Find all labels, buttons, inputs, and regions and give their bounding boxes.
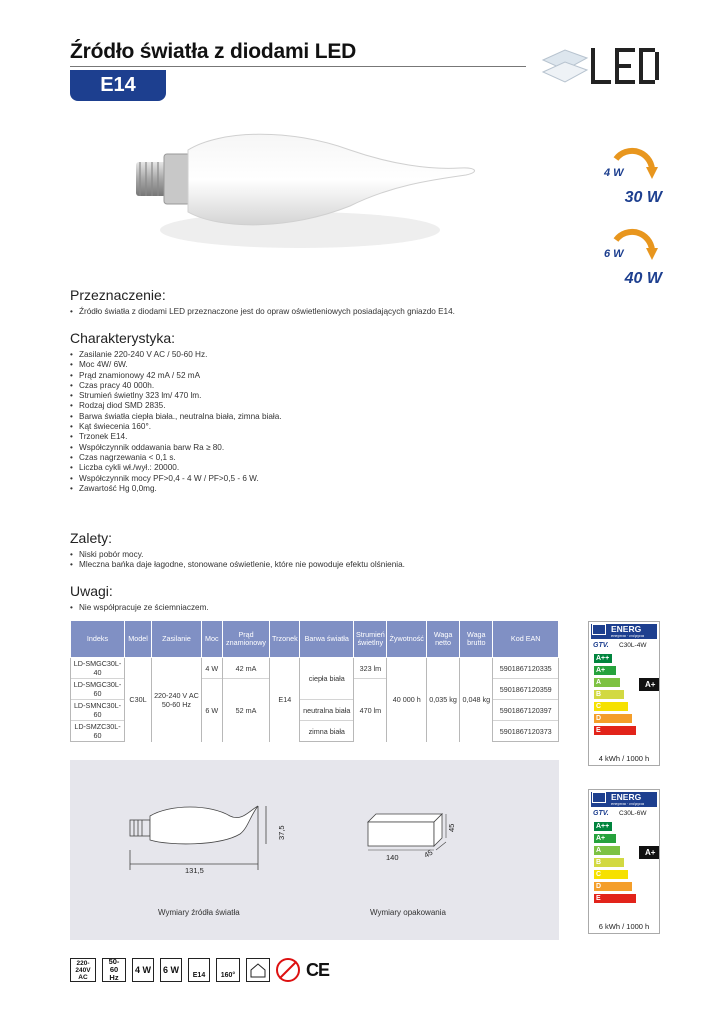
column-header: Moc [201, 621, 222, 658]
column-header: Barwa światła [300, 621, 354, 658]
energy-selected-class: A+ [639, 678, 659, 691]
indoor-use-icon [246, 958, 270, 982]
section-zalety [70, 530, 405, 571]
dimensions-panel [70, 760, 559, 940]
eu-flag-icon [592, 792, 606, 803]
energy-title: ENERG [611, 624, 642, 634]
eu-flag-icon [592, 624, 606, 635]
box-width-label: 45 [422, 847, 435, 860]
dimension-drawings [70, 760, 559, 940]
power-small-label: 4 W [604, 167, 624, 179]
bulb-drawing [130, 806, 266, 870]
list-item: • Współczynnik oddawania barw Ra ≥ 80. [70, 443, 282, 453]
list-item: • Nie współpracuje ze ściemniaczem. [70, 603, 209, 613]
power-big-label: 40 W [624, 270, 662, 287]
cell-waga-brutto: 0,048 kg [460, 658, 493, 742]
led-logo [535, 42, 665, 92]
no-dimmer-icon [276, 958, 300, 982]
section-charakterystyka [70, 330, 282, 494]
column-header: Waga netto [426, 621, 459, 658]
list-item: • Barwa światła ciepła biała., neutralna biała, zimna biała. [70, 412, 282, 422]
list-item: • Liczba cykli wł./wył.: 20000. [70, 463, 282, 473]
list-item: • Moc 4W/ 6W. [70, 360, 282, 370]
energy-brand: GTV. [593, 642, 609, 649]
cell-waga-netto: 0,035 kg [426, 658, 459, 742]
column-header: Strumień świetlny [354, 621, 387, 658]
energy-class-bar: A [594, 846, 620, 855]
cell-ean: 5901867120397 [493, 700, 559, 721]
cell-trzonek: E14 [270, 658, 300, 742]
cell-barwa: neutralna biała [300, 700, 354, 721]
energy-class-bar: D [594, 714, 632, 723]
column-header: Waga brutto [460, 621, 493, 658]
cell-ean: 5901867120335 [493, 658, 559, 679]
table-row [71, 658, 559, 679]
list-item: • Współczynnik mocy PF>0,4 - 4 W / PF>0,5 - 6 W. [70, 474, 282, 484]
list-item: • Kąt świecenia 160°. [70, 422, 282, 432]
power-6w-icon: 6 W [160, 958, 182, 982]
box-length-label: 140 [386, 853, 399, 862]
energy-class-bar: D [594, 882, 632, 891]
energy-title: ENERG [611, 792, 642, 802]
section-heading: Charakterystyka: [70, 330, 176, 346]
energy-selected-class: A+ [639, 846, 659, 859]
energy-subtitle: енергия · ενέργεια [611, 633, 645, 638]
cell-barwa: ciepła biała [300, 658, 354, 700]
energy-class-bar: C [594, 870, 628, 879]
cell-strumien: 470 lm [354, 679, 387, 742]
energy-class-bar: E [594, 894, 636, 903]
list-item: • Czas pracy 40 000h. [70, 381, 282, 391]
cell-zasilanie: 220-240 V AC 50-60 Hz [152, 658, 202, 742]
energy-class-bar: C [594, 702, 628, 711]
column-header: Indeks [71, 621, 125, 658]
feature-icons-row [70, 957, 329, 983]
cell-prad: 42 mA [222, 658, 270, 679]
cell-indeks: LD-SMGC30L-60 [71, 679, 125, 700]
energy-brand: GTV. [593, 810, 609, 817]
list-item: • Czas nagrzewania < 0,1 s. [70, 453, 282, 463]
socket-badge: E14 [70, 70, 166, 101]
list-item: • Zasilanie 220-240 V AC / 50-60 Hz. [70, 350, 282, 360]
list-item: • Źródło światła z diodami LED przeznaczone jest do opraw oświetleniowych posiadających gniazdo E14. [70, 307, 455, 317]
energy-class-bar: E [594, 726, 636, 735]
box-drawing [368, 814, 442, 846]
power-4w-icon: 4 W [132, 958, 154, 982]
beam-angle-icon: 160° [216, 958, 240, 982]
energy-consumption: 4 kWh / 1000 h [598, 754, 650, 763]
column-header: Żywotność [387, 621, 426, 658]
bulb-length-label: 131,5 [185, 866, 204, 875]
section-uwagi [70, 583, 209, 613]
product-image [130, 120, 490, 270]
power-6w-equivalent [604, 226, 662, 288]
energy-subtitle: енергия · ενέργεια [611, 801, 645, 806]
section-heading: Uwagi: [70, 583, 113, 599]
cell-model: C30L [125, 658, 152, 742]
voltage-icon: 220-240V AC [70, 958, 96, 982]
cell-moc: 6 W [201, 679, 222, 742]
power-big-label: 30 W [624, 189, 662, 206]
energy-model: C30L-4W [619, 642, 647, 649]
cell-zywotnosc: 40 000 h [387, 658, 426, 742]
section-heading: Przeznaczenie: [70, 287, 166, 303]
title-divider [70, 66, 526, 67]
cell-indeks: LD-SMZC30L-60 [71, 721, 125, 742]
column-header: Model [125, 621, 152, 658]
power-small-label: 6 W [604, 248, 624, 260]
cell-indeks: LD-SMNC30L-60 [71, 700, 125, 721]
column-header: Zasilanie [152, 621, 202, 658]
cell-indeks: LD-SMGC30L-40 [71, 658, 125, 679]
table-header-row [71, 621, 559, 658]
list-item: • Rodzaj diod SMD 2835. [70, 401, 282, 411]
socket-e14-icon: E14 [188, 958, 210, 982]
energy-class-bar: A++ [594, 654, 612, 663]
spec-table [70, 620, 559, 742]
list-item: • Mleczna bańka daje łagodne, stonowane oświetlenie, które nie powoduje efektu olśnienia. [70, 560, 405, 570]
power-4w-equivalent [604, 145, 662, 207]
column-header: Prąd znamionowy [222, 621, 270, 658]
section-przeznaczenie [70, 287, 455, 317]
energy-model: C30L-6W [619, 810, 647, 817]
cell-ean: 5901867120373 [493, 721, 559, 742]
list-item: • Prąd znamionowy 42 mA / 52 mA [70, 371, 282, 381]
column-header: Trzonek [270, 621, 300, 658]
box-dimensions-caption: Wymiary opakowania [370, 908, 446, 917]
led-panel-graphic [543, 50, 587, 82]
energy-class-bar: B [594, 858, 624, 867]
list-item: • Niski pobór mocy. [70, 550, 405, 560]
cell-ean: 5901867120359 [493, 679, 559, 700]
energy-class-bar: B [594, 690, 624, 699]
list-item: • Zawartość Hg 0,0mg. [70, 484, 282, 494]
box-height-label: 45 [447, 823, 456, 832]
energy-class-bar: A [594, 678, 620, 687]
list-item: • Strumień świetlny 323 lm/ 470 lm. [70, 391, 282, 401]
cell-moc: 4 W [201, 658, 222, 679]
cell-prad: 52 mA [222, 679, 270, 742]
energy-class-bar: A+ [594, 666, 616, 675]
column-header: Kod EAN [493, 621, 559, 658]
bulb-diameter-label: 37,5 [277, 825, 286, 840]
section-heading: Zalety: [70, 530, 113, 546]
frequency-icon: 50-60 Hz [102, 958, 126, 982]
list-item: • Trzonek E14. [70, 432, 282, 442]
energy-label-6w [588, 789, 660, 934]
cell-strumien: 323 lm [354, 658, 387, 679]
energy-class-bar: A+ [594, 834, 616, 843]
page-title: Źródło światła z diodami LED [70, 40, 357, 63]
energy-label-4w [588, 621, 660, 766]
bulb-dimensions-caption: Wymiary źródła światła [158, 908, 240, 917]
cell-barwa: zimna biała [300, 721, 354, 742]
energy-consumption: 6 kWh / 1000 h [598, 922, 650, 931]
ce-mark-icon: CE [306, 959, 330, 980]
energy-class-bar: A++ [594, 822, 612, 831]
